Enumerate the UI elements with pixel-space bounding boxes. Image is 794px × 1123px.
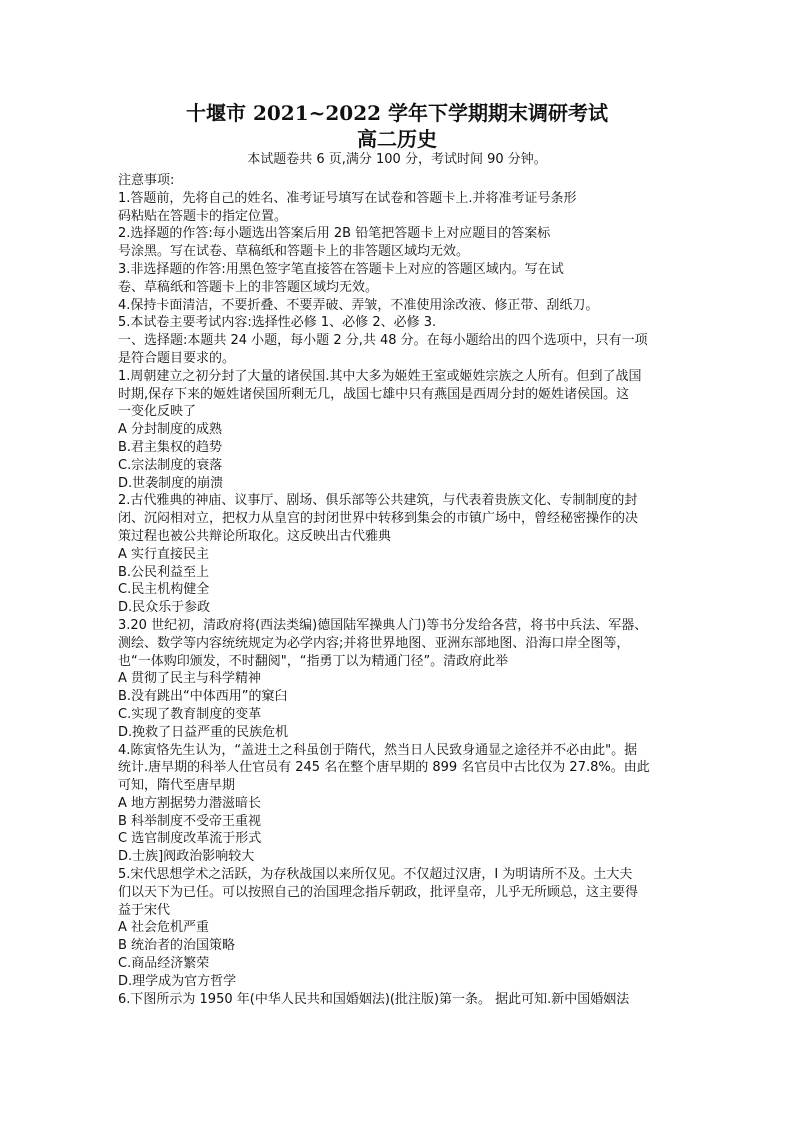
text-line: A 社会危机严重 bbox=[118, 920, 210, 936]
text-line: A 地方割据势力潜滋暗长 bbox=[118, 795, 262, 811]
text-line: 1.周朝建立之初分封了大量的诸侯国.其中大多为姬姓王室或姬姓宗族之人所有。但到了战国 bbox=[118, 368, 642, 384]
text-line: D.挽救了日益严重的民族危机 bbox=[118, 724, 289, 740]
text-line: A 贯彻了民主与科学精神 bbox=[118, 671, 262, 687]
text-line: 时期,保存下来的姬姓诸侯国所剩无几，战国七雄中只有燕国是西周分封的姬姓诸侯国。这 bbox=[118, 386, 630, 402]
exam-body bbox=[118, 172, 698, 1008]
text-line: 策过程也被公共辩论所取化。这反映出古代雅典 bbox=[118, 528, 392, 544]
text-line: B 科举制度不受帝王重视 bbox=[118, 813, 262, 829]
text-line: 6.下图所示为 1950 年(中华人民共和国婚姻法)(批注版)第一条。 据此可知.新中国婚姻法 bbox=[118, 991, 630, 1007]
text-line: C.商品经济繁荣 bbox=[118, 956, 210, 972]
text-line: 4.保持卡面清洁，不要折叠、不要弄破、弄皱，不准使用涂改液、修正带、刮纸刀。 bbox=[118, 297, 599, 313]
text-line: B 统治者的治国策略 bbox=[118, 938, 236, 954]
text-line: B.没有跳出“中体西用”的窠臼 bbox=[118, 689, 288, 705]
text-line: B.君主集权的趋势 bbox=[118, 439, 223, 455]
text-line: 号涂黑。写在试卷、草稿纸和答题卡上的非答题区域均无效。 bbox=[118, 244, 470, 260]
text-line: 3.20 世纪初，清政府将(西法类编)德国陆军操典人门)等书分发给各营，将书中兵法、军器、 bbox=[118, 617, 648, 633]
text-line: 也“一体购印颁发，不时翻阅"，“指勇丁以为精通门径”。清政府此举 bbox=[118, 653, 509, 669]
text-line: 3.非选择题的作答:用黑色签字笔直接答在答题卡上对应的答题区域内。写在试 bbox=[118, 261, 564, 277]
text-line: C.宗法制度的衰落 bbox=[118, 457, 223, 473]
text-line: 4.陈寅恪先生认为，“盖进土之科虽创于隋代，然当日人民致身通显之途径并不必由此"。据 bbox=[118, 742, 638, 758]
exam-title: 十堰市 2021~2022 学年下学期期末调研考试 bbox=[185, 101, 608, 125]
text-line: 可知，隋代至唐早期 bbox=[118, 778, 236, 794]
text-line: 一、选择题:本题共 24 小题，每小题 2 分,共 48 分。在每小题给出的四个选项中，只有一项 bbox=[118, 333, 648, 349]
text-line: 闭、沉闷相对立，把权力从皇宫的封闭世界中转移到集会的市镇广场中，曾经秘密操作的决 bbox=[118, 511, 639, 527]
text-line: 们以天下为已任。可以按照自己的治国理念指斥朝政，批评皇帝，儿乎无所顾总，这主要得 bbox=[118, 884, 639, 900]
text-line: A 分封制度的成熟 bbox=[118, 422, 223, 438]
text-line: 益于宋代 bbox=[118, 902, 171, 918]
text-line: 测绘、数学等内容统统规定为必学内容;并将世界地图、亚洲东部地图、沿海口岸全图等， bbox=[118, 635, 630, 651]
text-line: 统计.唐早期的科举人仕官员有 245 名在整个唐早期的 899 名官员中古比仅为 27.8%。由此 bbox=[118, 760, 650, 776]
exam-subject: 高二历史 bbox=[357, 127, 437, 151]
text-line: 2.选择题的作答:每小题选出答案后用 2B 铅笔把答题卡上对应题目的答案标 bbox=[118, 226, 551, 242]
text-line: 5.本试卷主要考试内容:选择性必修 1、必修 2、必修 3. bbox=[118, 315, 437, 331]
text-line: 5.宋代思想学术之活跃，为存秋战国以来所仅见。不仅超过汉唐，I 为明请所不及。土大夫 bbox=[118, 867, 633, 883]
text-line: D.民众乐于参政 bbox=[118, 600, 211, 616]
text-line: 卷、草稿纸和答题卡上的非答题区域均无效。 bbox=[118, 279, 379, 295]
text-line: 1.答题前，先将自己的姓名、准考证号填写在试卷和答题卡上.并将准考证号条形 bbox=[118, 190, 577, 206]
text-line: A 实行直接民主 bbox=[118, 546, 210, 562]
text-line: B.公民利益至上 bbox=[118, 564, 210, 580]
text-line: 是符合题目要求的。 bbox=[118, 350, 236, 366]
text-line: 码粘贴在答题卡的指定位置。 bbox=[118, 208, 288, 224]
text-line: D.世袭制度的崩溃 bbox=[118, 475, 224, 491]
text-line: 一变化反映了 bbox=[118, 404, 197, 420]
text-line: C 选官制度改革流于形式 bbox=[118, 831, 262, 847]
exam-info: 本试题卷共 6 页,满分 100 分，考试时间 90 分钟。 bbox=[247, 152, 547, 167]
text-line: C.实现了教育制度的变革 bbox=[118, 706, 262, 722]
text-line: 注意事项: bbox=[118, 173, 175, 188]
text-line: C.民主机构健全 bbox=[118, 582, 210, 598]
text-line: 2.古代雅典的神庙、议事厅、剧场、俱乐部等公共建筑，与代表着贵族文化、专制制度的封 bbox=[118, 493, 638, 509]
text-line: D.士族]阀政治影响较大 bbox=[118, 849, 255, 865]
text-line: D.理学成为官方哲学 bbox=[118, 973, 237, 989]
